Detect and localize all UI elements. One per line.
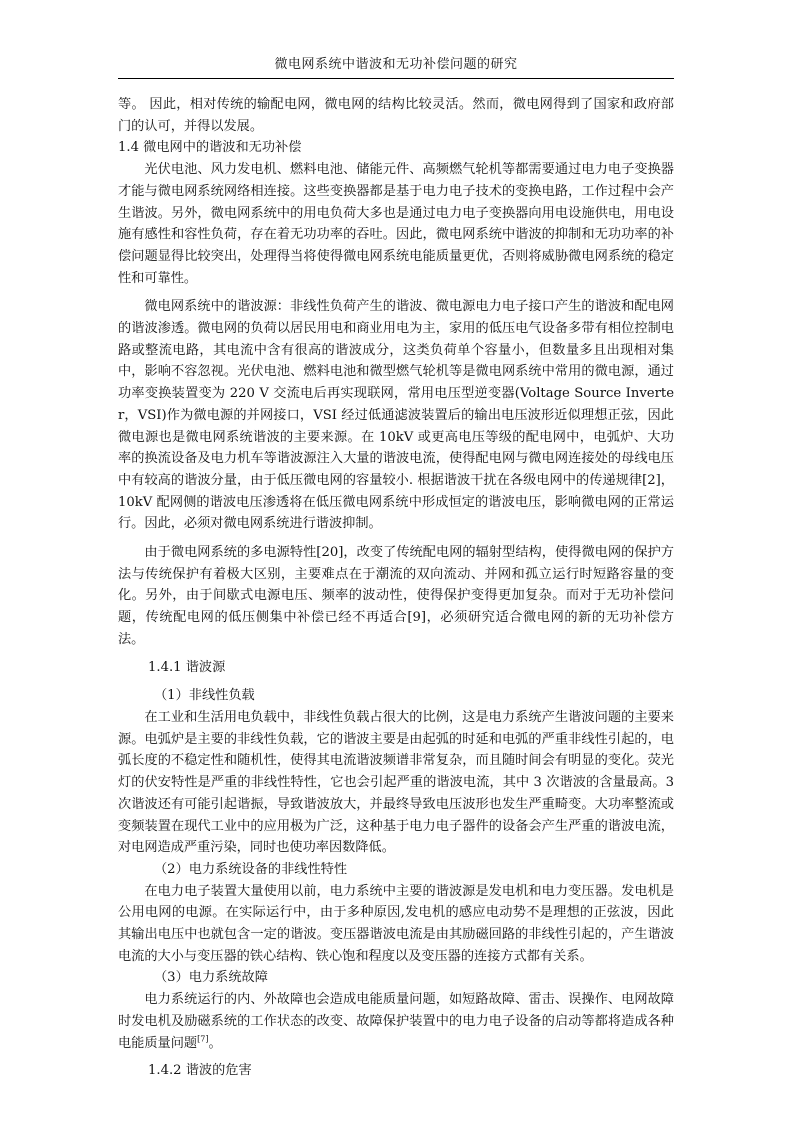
paragraph-harmonics-intro: 光伏电池、风力发电机、燃料电池、储能元件、高频燃气轮机等都需要通过电力电子变换器才能与微电网系统网络相连接。这些变换器都是基于电力电子技术的变换电路，工作过程中会产生谐波。另外，微电网系统中的用电负荷大多也是通过电力电子变换器向用电设施供电，用电设施有感性和容性负荷，存在着无功功率的吞吐。因此，微电网系统中谐波的抑制和无功功率的补偿问题显得比较突出，处理得当将使得微电网系统电能质量更优，否则将威胁微电网系统的稳定性和可靠性。 <box>118 162 674 286</box>
fault-text-end: 。 <box>208 1035 222 1051</box>
paragraph-nonlinear-load: 在工业和生活用电负载中，非线性负载占很大的比例，这是电力系统产生谐波问题的主要来源。电弧炉是主要的非线性负载，它的谐波主要是由起弧的时延和电弧的严重非线性引起的，电弧长度的不稳定性和随机性，使得其电流谐波频谱非常复杂，而且随时间会有明显的变化。荧光灯的伏安特性是严重的非线性特性，它也会引起严重的谐波电流，其中 3 次谐波的含量最高。3 次谐波还有可能引起谐振，导致谐波放大，并最终导致电压波形也发生严重畸变。大功率整流或变频装置在现代工业中的应用极为广泛，这种基于电力电子器件的设备会产生严重的谐波电流，对电网造成严重污染，同时也使功率因数降低。 <box>118 709 674 856</box>
paragraph-system-fault <box>118 989 674 1054</box>
paragraph-continuation: 等。 因此，相对传统的输配电网，微电网的结构比较灵活。然而，微电网得到了国家和政府部门的认可，并得以发展。 <box>118 97 674 134</box>
document-body <box>118 94 674 1086</box>
section-heading-1-4-2: 1.4.2 谐波的危害 <box>148 1063 252 1079</box>
section-heading-1-4: 1.4 微电网中的谐波和无功补偿 <box>118 140 302 156</box>
paragraph-device-nonlinearity: 在电力电子装置大量使用以前，电力系统中主要的谐波源是发电机和电力变压器。发电机是公用电网的电源。在实际运行中，由于多种原因,发电机的感应电动势不是理想的正弦波，因此其输出电压中也就包含一定的谐波。变压器谐波电流是由其励磁回路的非线性引起的，产生谐波电流的大小与变压器的铁心结构、铁心饱和程度以及变压器的连接方式都有关系。 <box>118 883 674 964</box>
paragraph-harmonic-sources: 微电网系统中的谐波源：非线性负荷产生的谐波、微电源电力电子接口产生的谐波和配电网的谐波渗透。微电网的负荷以居民用电和商业用电为主，家用的低压电气设备多带有相位控制电路或整流电路，其电流中含有很高的谐波成分，这类负荷单个容量小，但数量多且出现相对集中，影响不容忽视。光伏电池、燃料电池和微型燃气轮机等是微电网系统中常用的微电源，通过功率变换装置变为 220 V 交流电后再实现联网，常用电压型逆变器(Voltage Source Inverter，VSI)作为微电源的并网接口，VSI 经过低通滤波装置后的输出电压波形近似理想正弦，因此微电源也是微电网系统谐波的主要来源。在 10kV 或更高电压等级的配电网中，电弧炉、大功率的换流设备及电力机车等谐波源注入大量的谐波电流，使得配电网与微电网连接处的母线电压中有较高的谐波分量，由于低压微电网的容量较小. 根据谐波干扰在各级电网中的传递规律[2]，10kV 配网侧的谐波电压渗透将在低压微电网系统中形成恒定的谐波电压，影响微电网的正常运行。因此，必须对微电网系统进行谐波抑制。 <box>118 299 674 532</box>
fault-text: 电力系统运行的内、外故障也会造成电能质量问题，如短路故障、雷击、误操作、电网故障时发电机及励磁系统的工作状态的改变、故障保护装置中的电力电子设备的启动等都将造成各种电能质量问题 <box>118 992 674 1051</box>
running-header: 微电网系统中谐波和无功补偿问题的研究 <box>274 57 518 72</box>
header-rule <box>118 78 674 79</box>
citation-superscript: [7] <box>197 1034 209 1044</box>
subheading-system-fault: （3）电力系统故障 <box>154 970 268 986</box>
section-heading-1-4-1: 1.4.1 谐波源 <box>148 659 226 675</box>
paragraph-protection: 由于微电网系统的多电源特性[20]，改变了传统配电网的辐射型结构，使得微电网的保护方法与传统保护有着极大区别，主要难点在于潮流的双向流动、并网和孤立运行时短路容量的变化。另外，由于间歇式电源电压、频率的波动性，使得保护变得更加复杂。而对于无功补偿问题，传统配电网的低压侧集中补偿已经不再适合[9]，必须研究适合微电网的新的无功补偿方法。 <box>118 545 674 647</box>
subheading-nonlinear-load: （1）非线性负载 <box>154 688 255 704</box>
subheading-device-nonlinearity: （2）电力系统设备的非线性特性 <box>154 861 348 877</box>
